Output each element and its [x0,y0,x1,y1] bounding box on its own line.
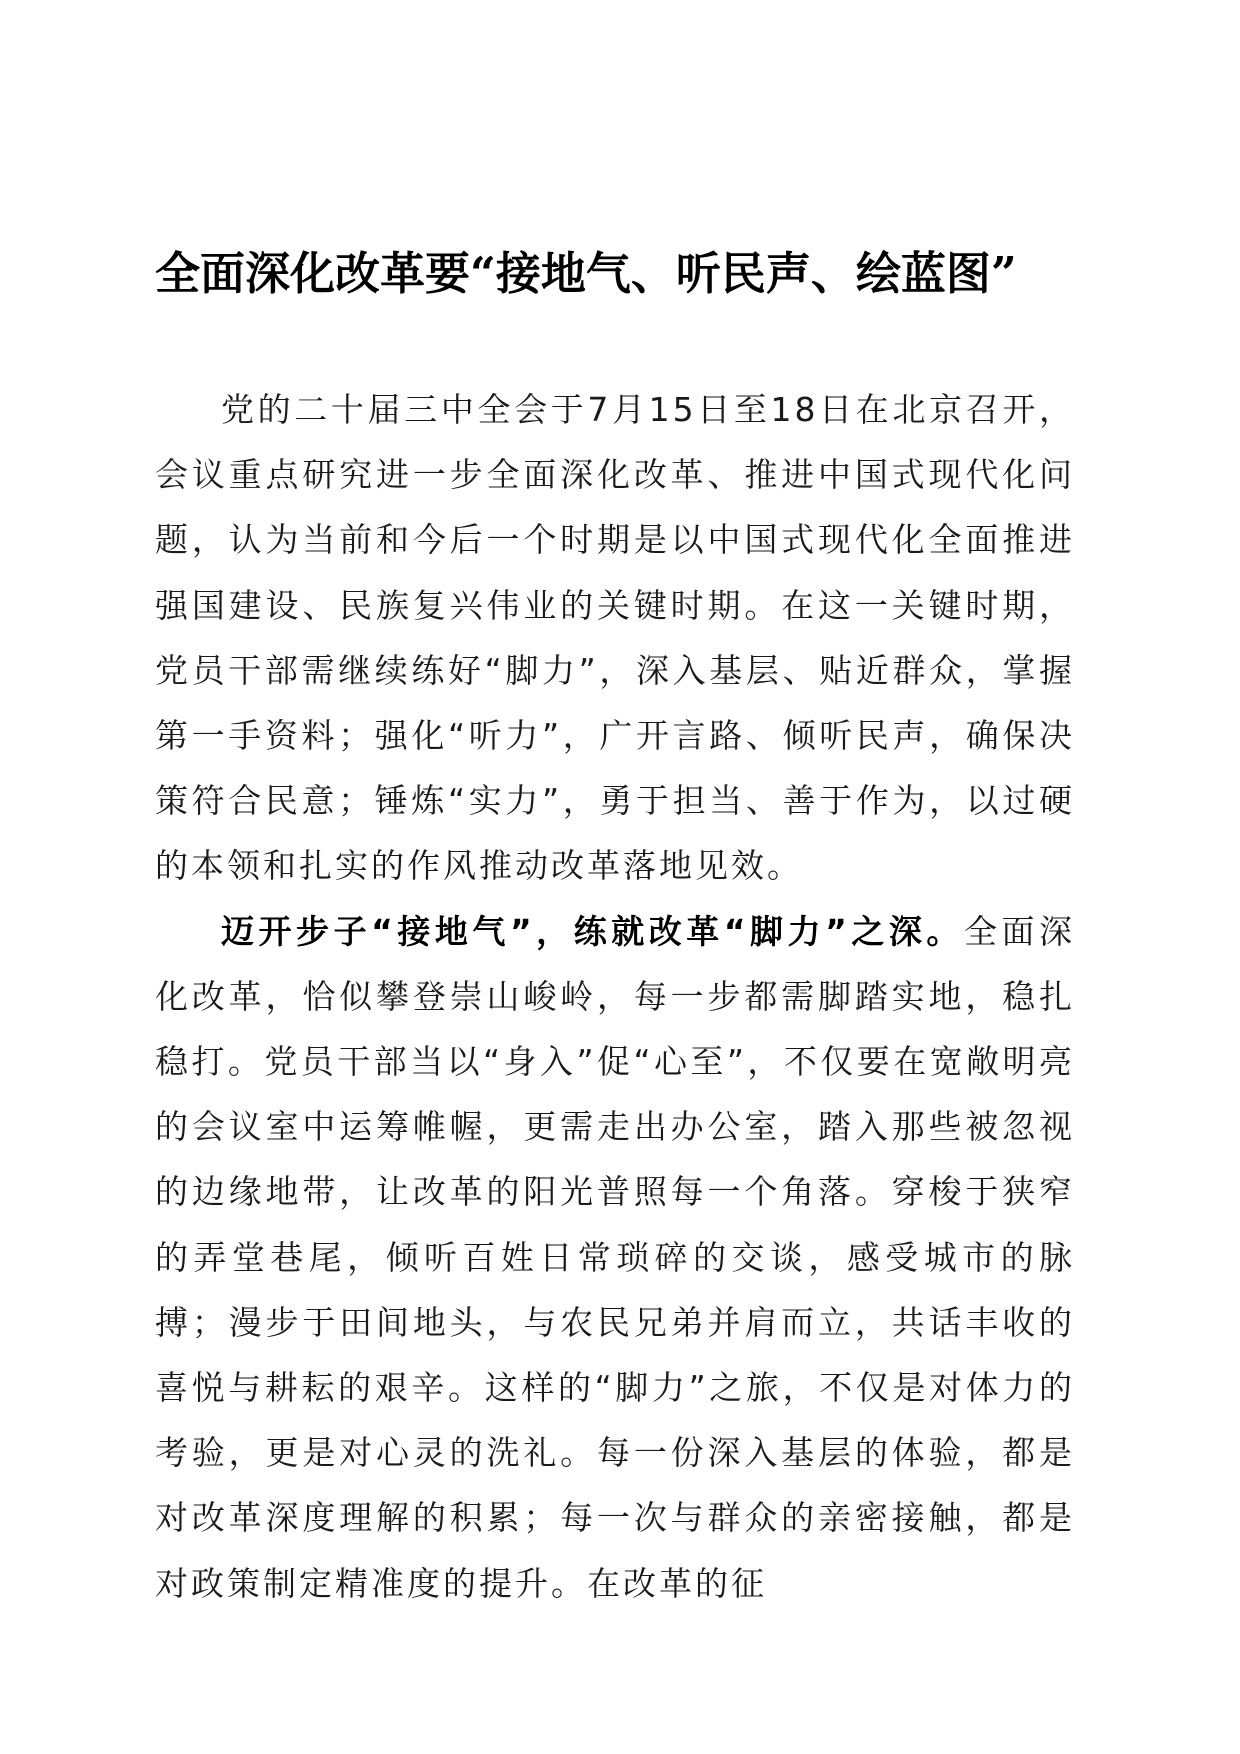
document-body [155,377,1075,1616]
paragraph-1 [155,377,1075,899]
paragraph-2-lead-sentence: 迈开步子“接地气”，练就改革“脚力”之深。 [221,911,964,951]
paragraph-2 [155,899,1075,1616]
paragraph-2-text: 全面深化改革，恰似攀登崇山峻岭，每一步都需脚踏实地，稳扎稳打。党员干部当以“身入”促“心至”，不仅要在宽敞明亮的会议室中运筹帷幄，更需走出办公室，踏入那些被忽视的边缘地带，让改革的阳光普照每一个角落。穿梭于狭窄的弄堂巷尾，倾听百姓日常琐碎的交谈，感受城市的脉搏；漫步于田间地头，与农民兄弟并肩而立，共话丰收的喜悦与耕耘的艰辛。这样的“脚力”之旅，不仅是对体力的考验，更是对心灵的洗礼。每一份深入基层的体验，都是对改革深度理解的积累；每一次与群众的亲密接触，都是对政策制定精准度的提升。在改革的征 [155,911,1076,1603]
document-title: 全面深化改革要“接地气、听民声、绘蓝图” [155,247,1017,300]
paragraph-1-text: 党的二十届三中全会于7月15日至18日在北京召开，会议重点研究进一步全面深化改革、推进中国式现代化问题，认为当前和今后一个时期是以中国式现代化全面推进强国建设、民族复兴伟业的关键时期。在这一关键时期，党员干部需继续练好“脚力”，深入基层、贴近群众，掌握第一手资料；强化“听力”，广开言路、倾听民声，确保决策符合民意；锤炼“实力”，勇于担当、善于作为，以过硬的本领和扎实的作风推动改革落地见效。 [155,390,1075,886]
